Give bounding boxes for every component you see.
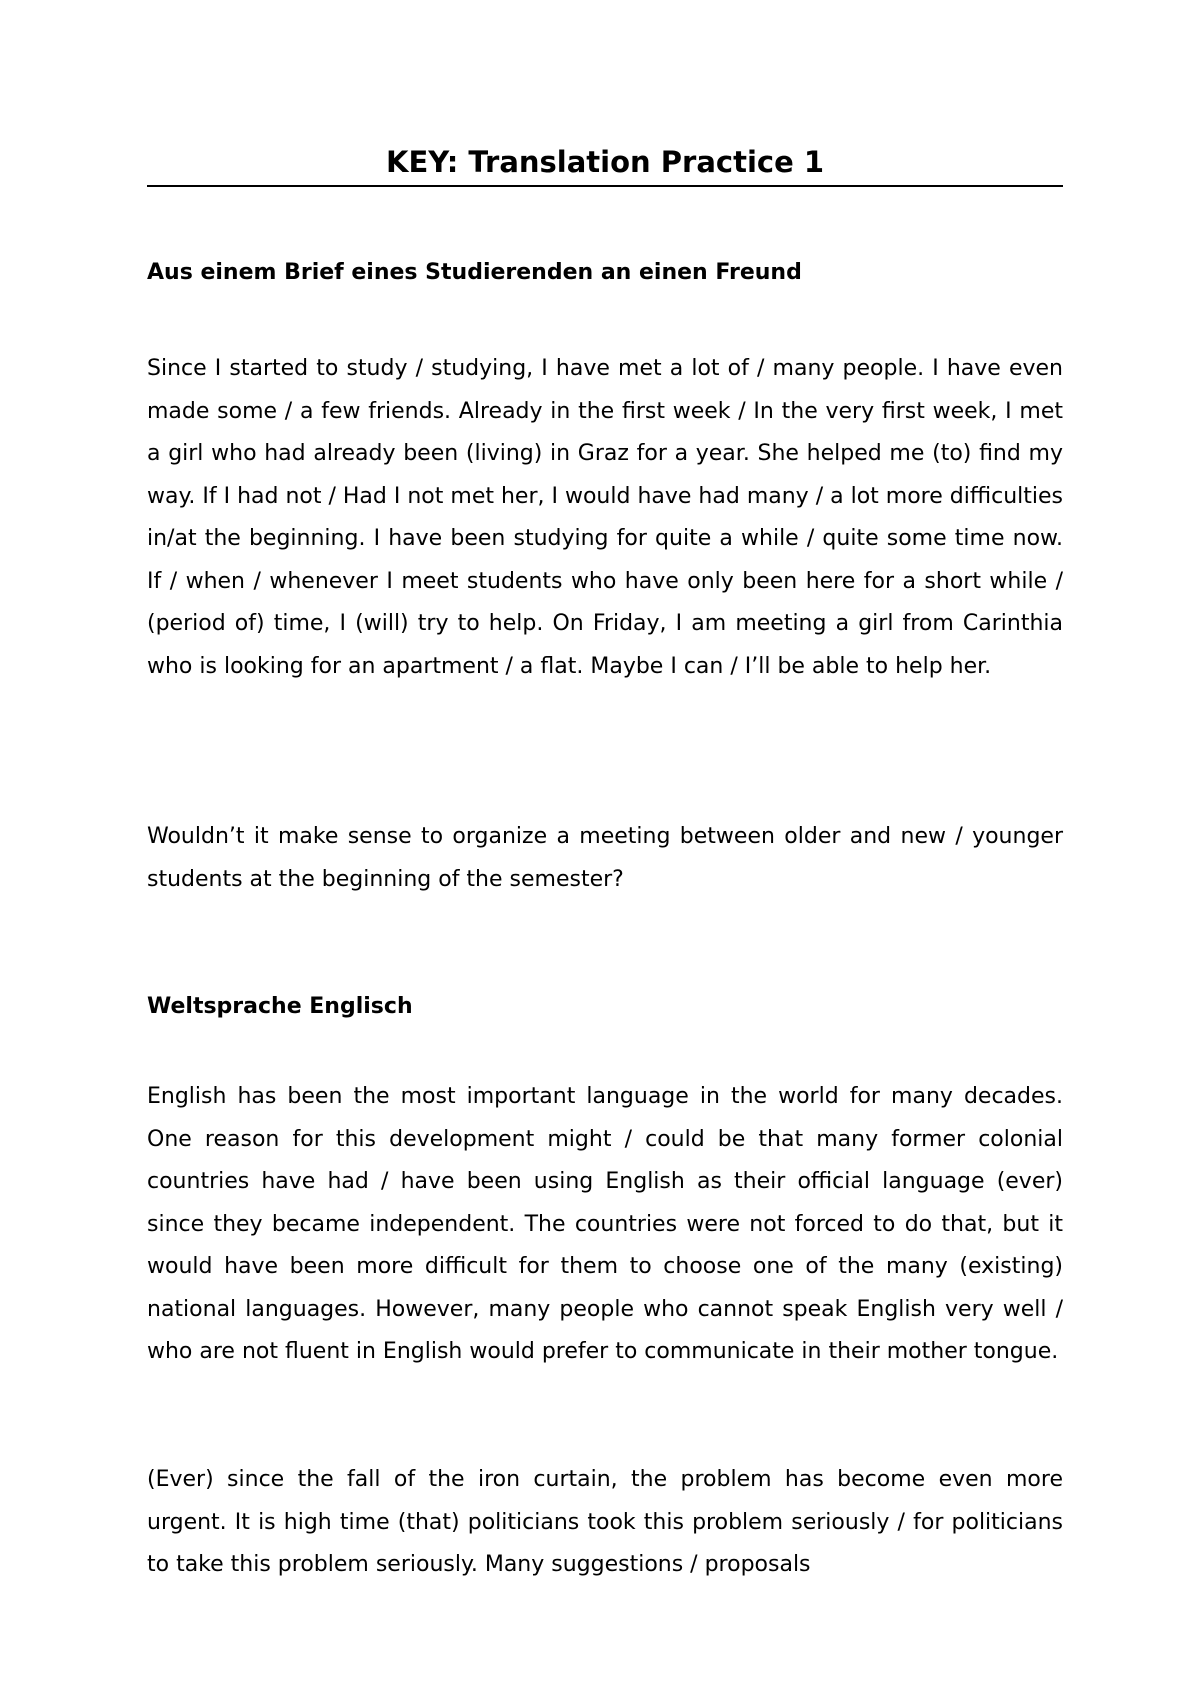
section-heading-english: Weltsprache Englisch [147, 994, 413, 1019]
paragraph-english-2: (Ever) since the fall of the iron curtain, the problem has become even more urgent. It is high time (that) politicians took this problem seriously / for politicians to take this problem seriously. Many suggestions / proposals [147, 1467, 1063, 1577]
title-underline [147, 185, 1063, 187]
document-title: KEY: Translation Practice 1 [385, 145, 825, 179]
paragraph-letter-1: Since I started to study / studying, I have met a lot of / many people. I have even made some / a few friends. Already in the first week / In the very first week, I met a girl who had already been (living) in Graz for a year. She helped me (to) find my way. If I had not / Had I not met her, I would have had many / a lot more difficulties in/at the beginning. I have been studying for quite a while / quite some time now. If / when / whenever I meet students who have only been here for a short while / (period of) time, I (will) try to help. On Friday, I am meeting a girl from Carinthia who is looking for an apartment / a flat. Maybe I can / I’ll be able to help her. [147, 356, 1063, 679]
paragraph-letter-2: Wouldn’t it make sense to organize a meeting between older and new / younger students at the beginning of the semester? [147, 824, 1063, 892]
section-heading-letter: Aus einem Brief eines Studierenden an einen Freund [147, 260, 802, 285]
paragraph-english-1: English has been the most important language in the world for many decades. One reason for this development might / could be that many former colonial countries have had / have been using English as their official language (ever) since they became independent. The countries were not forced to do that, but it would have been more difficult for them to choose one of the many (existing) national languages. However, many people who cannot speak English very well / who are not fluent in English would prefer to communicate in their mother tongue. [147, 1084, 1063, 1364]
